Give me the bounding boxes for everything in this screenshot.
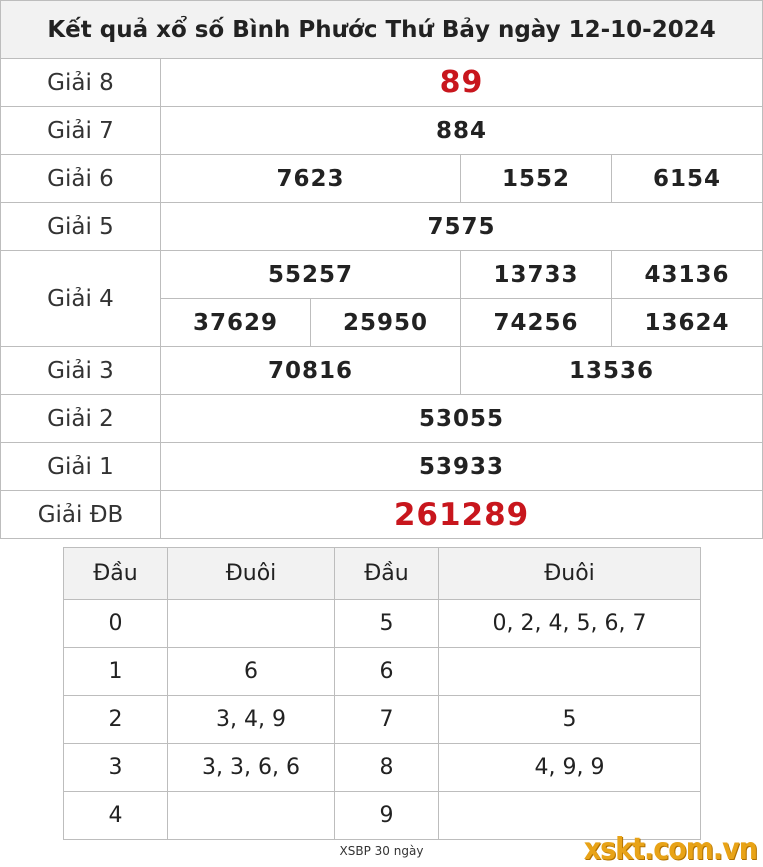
prize-value: 6154 (612, 155, 763, 203)
loto-row (64, 600, 701, 648)
prize-value: 37629 (161, 299, 311, 347)
loto-header: Đầu (64, 548, 168, 600)
loto-table (63, 547, 701, 840)
prize-value: 884 (161, 107, 763, 155)
loto-tail-digits (439, 648, 701, 696)
prize-value: 7623 (161, 155, 461, 203)
prize-row-special (1, 491, 763, 539)
prize-label: Giải ĐB (1, 491, 161, 539)
prize-label: Giải 1 (1, 443, 161, 491)
loto-head-digit: 5 (335, 600, 439, 648)
loto-head-digit: 4 (64, 792, 168, 840)
prize-value: 7575 (161, 203, 763, 251)
loto-header: Đuôi (168, 548, 335, 600)
loto-head-digit: 6 (335, 648, 439, 696)
prize-value: 74256 (461, 299, 612, 347)
loto-header: Đuôi (439, 548, 701, 600)
loto-row (64, 744, 701, 792)
loto-head-digit: 9 (335, 792, 439, 840)
prize-row-4 (1, 251, 763, 299)
prize-value: 13624 (612, 299, 763, 347)
loto-tail-digits: 5 (439, 696, 701, 744)
prize-value: 55257 (161, 251, 461, 299)
loto-row (64, 648, 701, 696)
loto-tail-digits: 3, 3, 6, 6 (168, 744, 335, 792)
prize-label: Giải 6 (1, 155, 161, 203)
loto-head-digit: 0 (64, 600, 168, 648)
loto-head-digit: 8 (335, 744, 439, 792)
loto-head-digit: 2 (64, 696, 168, 744)
loto-tail-digits (168, 600, 335, 648)
prize-label: Giải 5 (1, 203, 161, 251)
prize-value: 89 (161, 59, 763, 107)
loto-tail-digits: 4, 9, 9 (439, 744, 701, 792)
results-title: Kết quả xổ số Bình Phước Thứ Bảy ngày 12-10-2024 (1, 1, 763, 59)
loto-tail-digits: 6 (168, 648, 335, 696)
prize-row-2 (1, 395, 763, 443)
prize-row-6 (1, 155, 763, 203)
loto-row (64, 696, 701, 744)
prize-label: Giải 2 (1, 395, 161, 443)
brand-watermark: xskt.com.vn (583, 832, 757, 867)
loto-tail-digits: 3, 4, 9 (168, 696, 335, 744)
special-prize-value: 261289 (161, 491, 763, 539)
prize-label: Giải 8 (1, 59, 161, 107)
prize-row-3 (1, 347, 763, 395)
loto-head-digit: 3 (64, 744, 168, 792)
prize-label: Giải 3 (1, 347, 161, 395)
prize-value: 13536 (461, 347, 763, 395)
prize-row-5 (1, 203, 763, 251)
prize-label: Giải 4 (1, 251, 161, 347)
loto-tail-digits: 0, 2, 4, 5, 6, 7 (439, 600, 701, 648)
prize-value: 1552 (461, 155, 612, 203)
prize-value: 53055 (161, 395, 763, 443)
loto-head-digit: 1 (64, 648, 168, 696)
prize-value: 25950 (311, 299, 461, 347)
prize-row-1 (1, 443, 763, 491)
prize-value: 70816 (161, 347, 461, 395)
prize-row-7 (1, 107, 763, 155)
loto-tail-digits (168, 792, 335, 840)
prize-value: 43136 (612, 251, 763, 299)
prize-label: Giải 7 (1, 107, 161, 155)
loto-header-row (64, 548, 701, 600)
prize-value: 53933 (161, 443, 763, 491)
prize-row-8 (1, 59, 763, 107)
loto-header: Đầu (335, 548, 439, 600)
prize-value: 13733 (461, 251, 612, 299)
footnote-link[interactable]: XSBP 30 ngày (339, 844, 424, 858)
loto-head-digit: 7 (335, 696, 439, 744)
